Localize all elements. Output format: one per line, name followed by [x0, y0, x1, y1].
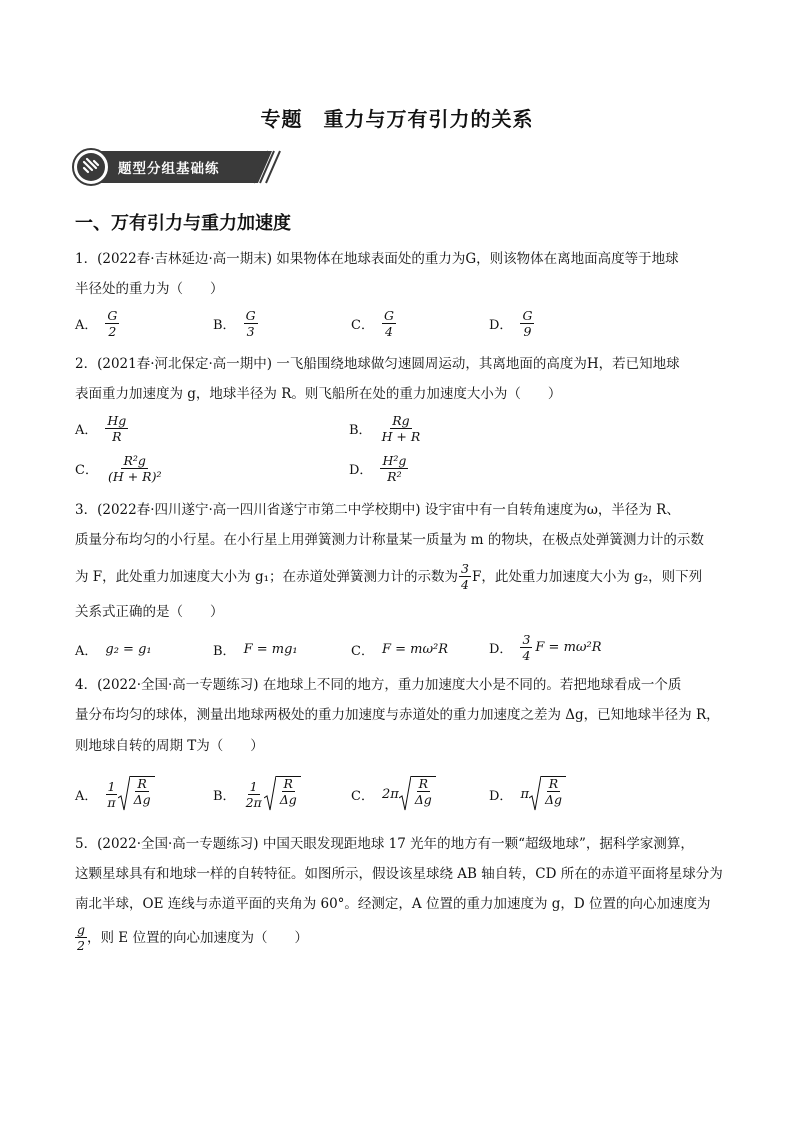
- option-fraction: $\frac{Hg}{R}$: [107, 413, 127, 444]
- coefficient: 2π: [381, 786, 399, 802]
- q1-option-b[interactable]: [213, 309, 258, 338]
- option-fraction: $\frac{3}{4}$: [522, 632, 531, 663]
- q1-option-c[interactable]: [351, 309, 396, 338]
- q3-stem-line3-start: 为 F，此处重力加速度大小为 g₁；在赤道处弹簧测力计的示数为: [75, 568, 459, 585]
- option-label: C．: [75, 463, 98, 478]
- square-root: $\frac{R}{\Delta g}$: [399, 776, 436, 812]
- q4-stem-line3: 则地球自转的周期 T为（ ）: [75, 738, 264, 754]
- q3-option-a[interactable]: [75, 640, 152, 659]
- option-fraction: $\frac{\text{R²g}}{\text{(H + R)²}}$: [107, 453, 162, 484]
- q5-stem-line1: 5．(2022·全国·高一专题练习) 中国天眼发现距地球 17 光年的地方有一颗“超级地球”，据科学家测算，: [75, 836, 694, 852]
- option-label: B．: [213, 788, 236, 804]
- option-label: B．: [349, 423, 372, 438]
- q3-option-d[interactable]: [489, 633, 602, 662]
- option-fraction: $\frac{Rg}{H + R}$: [381, 413, 421, 444]
- document-title: 专题 重力与万有引力的关系: [260, 107, 534, 131]
- option-label: B．: [213, 318, 236, 333]
- option-label: D．: [489, 788, 513, 804]
- q2-option-b[interactable]: [349, 414, 422, 443]
- option-fraction: $\frac{G}{4}$: [383, 308, 394, 339]
- section-heading: 一、万有引力与重力加速度: [75, 213, 291, 234]
- q5-fraction: $\frac{g}{2}$: [77, 922, 86, 953]
- option-label: C．: [351, 318, 374, 333]
- radical-sign-icon: [529, 776, 541, 812]
- q5-stem-line4-text: ，则 E 位置的向心加速度为（ ）: [87, 929, 308, 946]
- option-fraction: $\frac{G}{3}$: [245, 308, 256, 339]
- option-label: A．: [75, 423, 98, 438]
- option-fraction: $\frac{G}{9}$: [522, 308, 533, 339]
- option-text: F = mω²R: [381, 642, 449, 657]
- option-label: A．: [75, 318, 98, 333]
- q2-option-d[interactable]: [349, 454, 408, 483]
- square-root: $\frac{R}{\Delta g}$: [118, 776, 155, 812]
- coefficient-fraction: $\frac{1}{\pi}$: [107, 778, 116, 810]
- option-fraction: $\frac{G}{2}$: [107, 308, 118, 339]
- option-label: C．: [351, 644, 374, 659]
- option-label: D．: [489, 318, 513, 333]
- q4-stem-line1: 4．(2022·全国·高一专题练习) 在地球上不同的地方，重力加速度大小是不同的。若把地球看成一个质: [75, 677, 682, 693]
- q5-stem-line2: 这颗星球具有和地球一样的自转特征。如图所示，假设该星球绕 AB 轴自转，CD 所在的赤道平面将星球分为: [75, 866, 723, 882]
- option-label: B．: [213, 644, 236, 659]
- radical-sign-icon: [118, 776, 130, 812]
- q4-option-a[interactable]: [75, 776, 155, 812]
- q1-option-d[interactable]: [489, 309, 534, 338]
- q2-stem-line2: 表面重力加速度为 g，地球半径为 R。则飞船所在处的重力加速度大小为（ ）: [75, 386, 562, 402]
- q4-option-b[interactable]: [213, 776, 301, 812]
- q3-stem-line3: [75, 562, 702, 591]
- q5-stem-line3: 南北半球，OE 连线与赤道平面的夹角为 60°。经测定，A 位置的重力加速度为 g，D 位置的向心加速度为: [75, 896, 711, 912]
- q4-option-c[interactable]: [351, 776, 436, 812]
- q2-option-c[interactable]: [75, 454, 163, 483]
- square-root: $\frac{R}{\Delta g}$: [264, 776, 301, 812]
- option-fraction: $\frac{\text{H²g}}{\text{R²}}$: [382, 453, 407, 484]
- q3-stem-line3-end: F，此处重力加速度大小为 g₂，则下列: [471, 568, 703, 585]
- q4-stem-line2: 量分布均匀的球体，测量出地球两极处的重力加速度与赤道处的重力加速度之差为 Δg，已知地球半径为 R，: [75, 707, 720, 723]
- q2-option-a[interactable]: [75, 414, 128, 443]
- radical-sign-icon: [264, 776, 276, 812]
- option-text: F = mg₁: [243, 642, 298, 657]
- q3-stem-line2: 质量分布均匀的小行星。在小行星上用弹簧测力计称量某一质量为 m 的物块，在极点处弹簧测力计的示数: [75, 532, 704, 548]
- q1-stem-line1: 1．(2022春·吉林延边·高一期末) 如果物体在地球表面处的重力为G，则该物体在离地面高度等于地球: [75, 251, 679, 267]
- q3-option-c[interactable]: [351, 640, 448, 659]
- option-text: g₂ = g₁: [105, 642, 152, 657]
- option-label: A．: [75, 788, 98, 804]
- q4-option-d[interactable]: [489, 776, 566, 812]
- option-text: F = mω²R: [535, 640, 602, 655]
- banner-label: 题型分组基础练: [118, 161, 220, 177]
- q3-stem-line1: 3．(2022春·四川遂宁·高一四川省遂宁市第二中学校期中) 设宇宙中有一自转角速度为ω，半径为 R、: [75, 502, 680, 518]
- q3-fraction: $\frac{3}{4}$: [461, 561, 469, 592]
- q3-stem-line4: 关系式正确的是（ ）: [75, 604, 224, 620]
- section-banner: [72, 148, 284, 186]
- option-label: D．: [489, 642, 513, 657]
- option-label: C．: [351, 788, 374, 804]
- option-label: D．: [349, 463, 373, 478]
- option-label: A．: [75, 644, 98, 659]
- q1-option-a[interactable]: [75, 309, 119, 338]
- coefficient: π: [520, 786, 529, 802]
- q2-stem-line1: 2．(2021春·河北保定·高一期中) 一飞船围绕地球做匀速圆周运动，其离地面的高度为H，若已知地球: [75, 356, 680, 372]
- q3-option-b[interactable]: [213, 640, 298, 659]
- coefficient-fraction: $\frac{1}{2\pi}$: [245, 778, 262, 810]
- radical-sign-icon: [399, 776, 411, 812]
- q1-stem-line2: 半径处的重力为（ ）: [75, 281, 224, 297]
- square-root: $\frac{R}{\Delta g}$: [529, 776, 566, 812]
- q5-stem-line4: [75, 923, 308, 952]
